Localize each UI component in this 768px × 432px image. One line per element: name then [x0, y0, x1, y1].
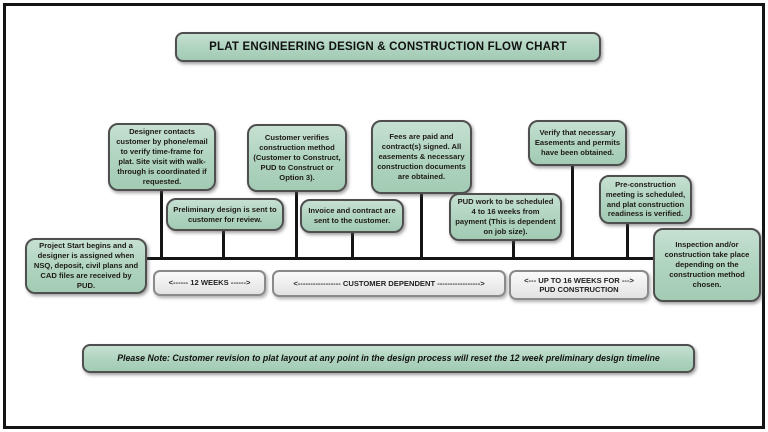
timeline-bar-customer-dependent	[272, 270, 506, 297]
connector-designer-contacts	[160, 189, 163, 259]
flow-box-fees-paid: Fees are paid and contract(s) signed. All easements & necessary construction documents are obtained.	[371, 120, 472, 194]
connector-invoice-contract	[351, 231, 354, 259]
connector-pre-construction	[626, 222, 629, 259]
timeline-bar-pud-construction	[509, 270, 649, 300]
timeline-bar-12-weeks-label: <------ 12 WEEKS ------>	[168, 278, 251, 288]
flow-box-project-start: Project Start begins and a designer is assigned when NSQ, deposit, civil plans and CAD files are received by PUD.	[25, 238, 147, 294]
timeline-bar-pud-construction-label-line1: <--- UP TO 16 WEEKS FOR --->	[524, 275, 634, 285]
flow-box-verify-easements: Verify that necessary Easements and permits have been obtained.	[528, 120, 627, 166]
flow-box-designer-contacts: Designer contacts customer by phone/email to verify time-frame for plat. Site visit with walk-through is coordinated if requested.	[108, 123, 216, 191]
connector-fees-paid	[420, 192, 423, 259]
flow-box-preliminary-design: Preliminary design is sent to customer for review.	[166, 198, 284, 231]
connector-preliminary-design	[222, 229, 225, 259]
flow-box-inspection: Inspection and/or construction take place depending on the construction method chosen.	[653, 228, 761, 302]
flow-box-pud-work-scheduled: PUD work to be scheduled 4 to 16 weeks from payment (This is dependent on job size).	[449, 193, 562, 241]
timeline-bar-12-weeks	[153, 270, 266, 296]
footer-note: Please Note: Customer revision to plat layout at any point in the design process will reset the 12 week preliminary design timeline	[82, 344, 695, 373]
connector-customer-verifies	[295, 190, 298, 259]
timeline-bar-pud-construction-label-line2: PUD CONSTRUCTION	[539, 285, 619, 294]
connector-verify-easements	[571, 164, 574, 259]
connector-pud-work	[512, 239, 515, 259]
page-title: PLAT ENGINEERING DESIGN & CONSTRUCTION FLOW CHART	[175, 32, 601, 62]
flow-box-invoice-contract: Invoice and contract are sent to the customer.	[300, 199, 404, 233]
flow-box-customer-verifies: Customer verifies construction method (Customer to Construct, PUD to Construct or Option 3).	[247, 124, 347, 192]
flow-box-pre-construction: Pre-construction meeting is scheduled, and plat construction readiness is verified.	[599, 175, 692, 224]
timeline-bar-customer-dependent-label: <----------------- CUSTOMER DEPENDENT ----------------->	[293, 278, 485, 288]
